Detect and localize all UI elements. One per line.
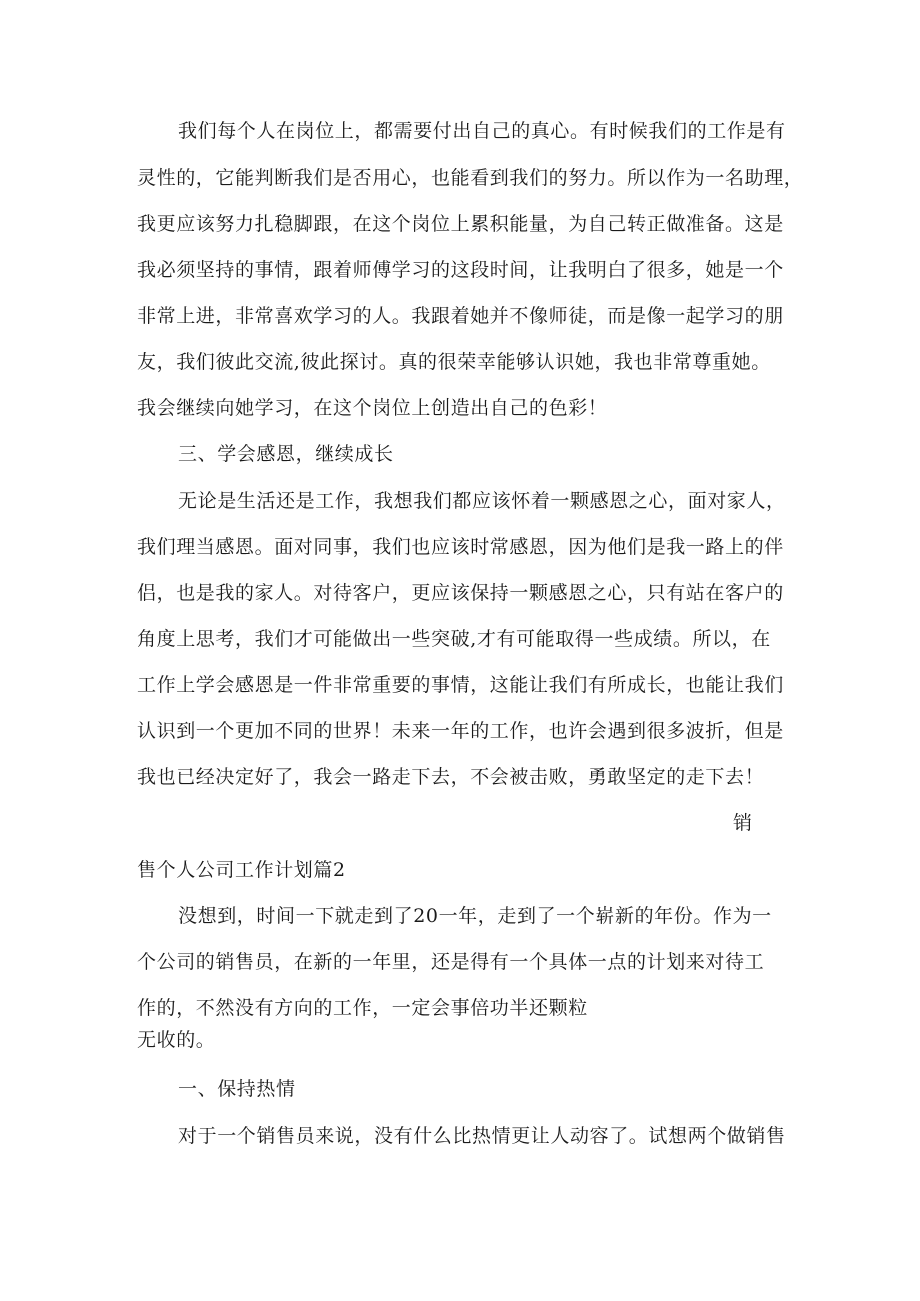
paragraph-line: 侣，也是我的家人。对待客户，更应该保持一颗感恩之心，只有站在客户的 (137, 582, 784, 604)
section-heading: 三、学会感恩，继续成长 (178, 443, 394, 465)
section-title: 售个人公司工作计划篇2 (137, 859, 346, 881)
paragraph-line: 友，我们彼此交流,彼此探讨。真的很荣幸能够认识她，我也非常尊重她。 (137, 351, 771, 373)
paragraph-line: 对于一个销售员来说，没有什么比热情更让人动容了。试想两个做销售 (178, 1125, 786, 1147)
paragraph-line: 我们理当感恩。面对同事，我们也应该时常感恩，因为他们是我一路上的伴 (137, 536, 784, 558)
paragraph-line: 作的，不然没有方向的工作，一定会事倍功半还颗粒 (137, 997, 588, 1019)
paragraph-line: 角度上思考，我们才可能做出一些突破,才有可能取得一些成绩。所以，在 (137, 628, 771, 650)
paragraph-line: 没想到，时间一下就走到了20一年，走到了一个崭新的年份。作为一 (178, 905, 772, 927)
paragraph-line: 认识到一个更加不同的世界！未来一年的工作，也许会遇到很多波折，但是 (137, 720, 784, 742)
paragraph-line: 工作上学会感恩是一件非常重要的事情，这能让我们有所成长，也能让我们 (137, 674, 784, 696)
section-heading: 一、保持热情 (178, 1078, 296, 1100)
paragraph-line: 个公司的销售员，在新的一年里，还是得有一个具体一点的计划来对待工 (137, 951, 765, 973)
paragraph-line: 我也已经决定好了，我会一路走下去，不会被击败，勇敢坚定的走下去！ (137, 766, 765, 788)
paragraph-line: 我更应该努力扎稳脚跟，在这个岗位上累积能量，为自己转正做准备。这是 (137, 213, 784, 235)
paragraph-line: 我会继续向她学习，在这个岗位上创造出自己的色彩！ (137, 397, 608, 419)
paragraph-line: 非常上进，非常喜欢学习的人。我跟着她并不像师徒，而是像一起学习的朋 (137, 305, 784, 327)
paragraph-line: 无论是生活还是工作，我想我们都应该怀着一颗感恩之心，面对家人， (178, 490, 786, 512)
paragraph-line: 我们每个人在岗位上，都需要付出自己的真心。有时候我们的工作是有 (178, 120, 786, 142)
paragraph-line: 灵性的，它能判断我们是否用心，也能看到我们的努力。所以作为一名助理， (137, 167, 804, 189)
title-fragment: 销 (733, 812, 753, 834)
paragraph-line: 无收的。 (137, 1029, 216, 1051)
paragraph-line: 我必须坚持的事情，跟着师傅学习的这段时间，让我明白了很多，她是一个 (137, 259, 784, 281)
